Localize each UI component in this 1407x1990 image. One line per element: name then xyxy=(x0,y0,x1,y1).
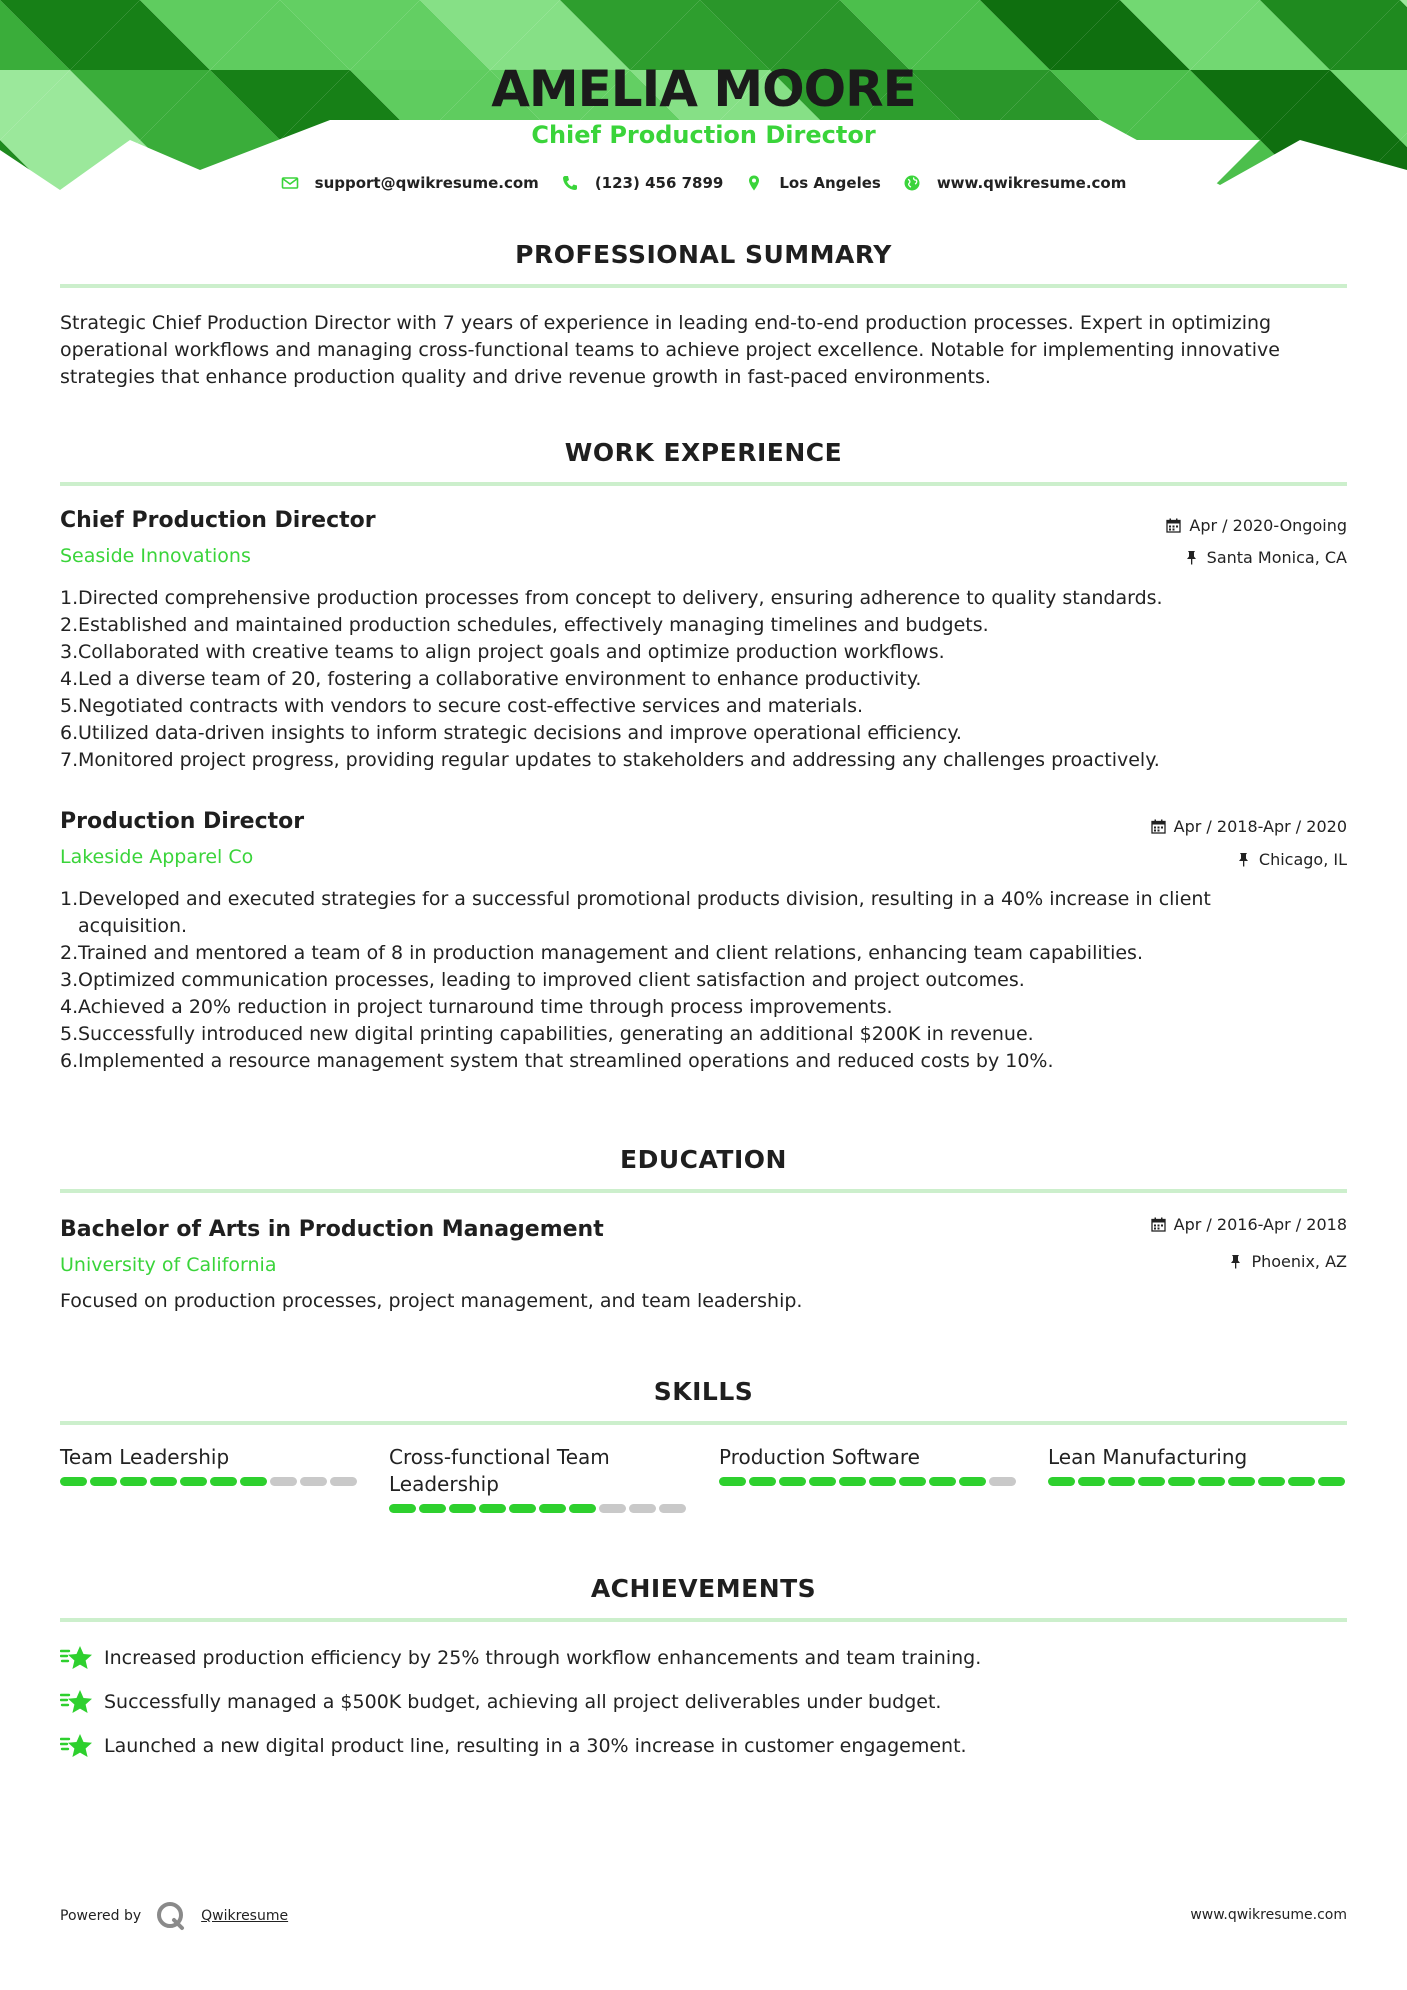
education-divider xyxy=(60,1189,1347,1193)
bullet-number: 2. xyxy=(60,614,79,636)
summary-line: strategies that enhance production quality and drive revenue growth in fast-paced environments. xyxy=(60,366,991,388)
contact-location-text: Los Angeles xyxy=(779,174,881,192)
skill-level-bar xyxy=(60,1477,360,1486)
star-icon xyxy=(60,1688,94,1716)
bullet-line: acquisition. xyxy=(78,915,188,937)
candidate-title: Chief Production Director xyxy=(531,121,876,149)
skill-dot-filled xyxy=(449,1504,476,1513)
contact-phone-text: (123) 456 7899 xyxy=(594,174,724,192)
education-description: Focused on production processes, project management, and team leadership. xyxy=(60,1290,803,1312)
bullet-text xyxy=(78,720,962,747)
job-bullet xyxy=(60,720,1347,747)
skill-dot-filled xyxy=(90,1477,117,1486)
bullet-text xyxy=(78,967,1025,994)
skill-dot-filled xyxy=(1108,1477,1135,1486)
bullet-line: Successfully introduced new digital printing capabilities, generating an additional $200K in revenue. xyxy=(78,1023,1034,1045)
job-title: Chief Production Director xyxy=(60,508,376,533)
job-bullet xyxy=(60,940,1347,967)
education-location xyxy=(1228,1252,1347,1271)
skill-dot-filled xyxy=(839,1477,866,1486)
education-school: University of California xyxy=(60,1254,277,1276)
bullet-text xyxy=(78,747,1160,774)
skill-dot-filled xyxy=(959,1477,986,1486)
bullet-number: 3. xyxy=(60,969,79,991)
bullet-number: 2. xyxy=(60,942,79,964)
bullet-text xyxy=(78,612,989,639)
job-date xyxy=(1151,817,1347,836)
bullet-text xyxy=(78,639,945,666)
skill-dot-empty xyxy=(629,1504,656,1513)
pushpin-icon xyxy=(1184,550,1199,565)
skill-dot-filled xyxy=(809,1477,836,1486)
job-location xyxy=(1184,548,1347,567)
bullet-text xyxy=(78,1021,1034,1048)
star-icon xyxy=(60,1644,94,1672)
bullet-number: 3. xyxy=(60,641,79,663)
skill-dot-filled xyxy=(569,1504,596,1513)
skill-dot-filled xyxy=(1198,1477,1225,1486)
bullet-line: Implemented a resource management system that streamlined operations and reduced costs by 10%. xyxy=(78,1050,1054,1072)
bullet-number: 4. xyxy=(60,996,79,1018)
footer-powered-label: Powered by xyxy=(60,1908,142,1924)
skill-dot-empty xyxy=(330,1477,357,1486)
job-bullet xyxy=(60,585,1347,612)
skill-dot-filled xyxy=(389,1504,416,1513)
experience-heading: WORK EXPERIENCE xyxy=(564,438,843,467)
skill-level-bar xyxy=(719,1477,1019,1486)
skill-dot-filled xyxy=(60,1477,87,1486)
job-bullet xyxy=(60,1021,1347,1048)
bullet-text xyxy=(78,585,1163,612)
skill-dot-empty xyxy=(659,1504,686,1513)
bullet-text xyxy=(78,693,863,720)
skill-dot-filled xyxy=(419,1504,446,1513)
bullet-number: 6. xyxy=(60,1050,79,1072)
education-date-text: Apr / 2016-Apr / 2018 xyxy=(1173,1215,1347,1234)
map-marker-icon xyxy=(745,174,763,192)
job-date xyxy=(1166,516,1347,535)
footer-powered xyxy=(60,1900,288,1932)
achievement-text: Increased production efficiency by 25% through workflow enhancements and team training. xyxy=(104,1647,982,1669)
achievement-item xyxy=(60,1644,1347,1672)
skill-name xyxy=(719,1444,1019,1471)
skill-dot-filled xyxy=(210,1477,237,1486)
candidate-name: AMELIA MOORE xyxy=(491,60,916,118)
pushpin-icon xyxy=(1236,852,1251,867)
job-bullet xyxy=(60,612,1347,639)
job-bullets xyxy=(60,886,1347,1075)
skill-dot-empty xyxy=(989,1477,1016,1486)
skill-dot-filled xyxy=(929,1477,956,1486)
contact-bar xyxy=(0,174,1407,192)
bullet-line: Monitored project progress, providing regular updates to stakeholders and addressing any challenges proactively. xyxy=(78,749,1160,771)
job-date-text: Apr / 2018-Apr / 2020 xyxy=(1173,817,1347,836)
skill-dot-filled xyxy=(779,1477,806,1486)
skill-name xyxy=(389,1444,689,1498)
achievement-text: Successfully managed a $500K budget, achieving all project deliverables under budget. xyxy=(104,1691,942,1713)
skill-dot-filled xyxy=(150,1477,177,1486)
bullet-text xyxy=(78,940,1143,967)
skill-name-line: Leadership xyxy=(389,1472,499,1496)
bullet-number: 7. xyxy=(60,749,79,771)
job-bullet xyxy=(60,1048,1347,1075)
summary-heading: PROFESSIONAL SUMMARY xyxy=(515,240,892,269)
bullet-line: Established and maintained production schedules, effectively managing timelines and budgets. xyxy=(78,614,989,636)
bullet-line: Negotiated contracts with vendors to secure cost-effective services and materials. xyxy=(78,695,864,717)
skill-item xyxy=(1048,1444,1348,1486)
skill-dot-empty xyxy=(270,1477,297,1486)
skill-dot-filled xyxy=(1138,1477,1165,1486)
skill-dot-filled xyxy=(539,1504,566,1513)
bullet-text xyxy=(78,666,921,693)
skill-name xyxy=(60,1444,360,1471)
job-date-text: Apr / 2020-Ongoing xyxy=(1189,516,1347,535)
bullet-number: 6. xyxy=(60,722,79,744)
job-bullet xyxy=(60,666,1347,693)
skill-dot-filled xyxy=(180,1477,207,1486)
skill-level-bar xyxy=(1048,1477,1348,1486)
calendar-icon xyxy=(1151,819,1166,834)
pushpin-icon xyxy=(1228,1254,1243,1269)
bullet-line: Led a diverse team of 20, fostering a collaborative environment to enhance productivity. xyxy=(78,668,922,690)
contact-location xyxy=(745,174,880,192)
bullet-number: 4. xyxy=(60,668,79,690)
job-bullet xyxy=(60,886,1347,940)
envelope-icon xyxy=(281,174,299,192)
summary-divider xyxy=(60,284,1347,288)
skill-dot-filled xyxy=(1288,1477,1315,1486)
skill-dot-filled xyxy=(1078,1477,1105,1486)
achievements-heading: ACHIEVEMENTS xyxy=(590,1574,817,1603)
experience-divider xyxy=(60,482,1347,486)
bullet-number: 5. xyxy=(60,1023,79,1045)
bullet-line: Collaborated with creative teams to align project goals and optimize production workflows. xyxy=(78,641,945,663)
job-bullet xyxy=(60,639,1347,666)
footer-brand-link[interactable]: Qwikresume xyxy=(201,1908,289,1924)
qwikresume-logo-icon xyxy=(155,1900,187,1932)
achievements-divider xyxy=(60,1618,1347,1622)
education-heading: EDUCATION xyxy=(620,1145,787,1174)
contact-phone[interactable] xyxy=(561,174,724,192)
education-date xyxy=(1151,1215,1347,1234)
bullet-number: 1. xyxy=(60,888,79,910)
summary-line: operational workflows and managing cross-functional teams to achieve project excellence. Notable for implementing innovative xyxy=(60,339,1280,361)
skill-dot-filled xyxy=(120,1477,147,1486)
skill-level-bar xyxy=(389,1504,689,1513)
skill-name-line: Lean Manufacturing xyxy=(1048,1445,1248,1469)
skill-name-line: Team Leadership xyxy=(60,1445,230,1469)
skill-dot-filled xyxy=(899,1477,926,1486)
globe-icon xyxy=(903,174,921,192)
bullet-number: 1. xyxy=(60,587,79,609)
skills-heading: SKILLS xyxy=(653,1377,754,1406)
bullet-text xyxy=(78,886,1211,940)
job-location xyxy=(1236,850,1347,869)
contact-website-text: www.qwikresume.com xyxy=(936,174,1127,192)
skill-dot-filled xyxy=(240,1477,267,1486)
skill-name-line: Cross-functional Team xyxy=(389,1445,610,1469)
bullet-text xyxy=(78,1048,1054,1075)
job-bullet xyxy=(60,693,1347,720)
skill-dot-filled xyxy=(1168,1477,1195,1486)
skill-dot-empty xyxy=(599,1504,626,1513)
skill-item xyxy=(719,1444,1019,1486)
job-location-text: Santa Monica, CA xyxy=(1206,548,1347,567)
bullet-line: Optimized communication processes, leading to improved client satisfaction and project outcomes. xyxy=(78,969,1025,991)
bullet-line: Trained and mentored a team of 8 in production management and client relations, enhancing team capabilities. xyxy=(78,942,1143,964)
education-location-text: Phoenix, AZ xyxy=(1251,1252,1347,1271)
achievement-item xyxy=(60,1688,1347,1716)
skill-name-line: Production Software xyxy=(719,1445,920,1469)
achievement-text: Launched a new digital product line, resulting in a 30% increase in customer engagement. xyxy=(104,1735,967,1757)
job-bullet xyxy=(60,994,1347,1021)
bullet-line: Directed comprehensive production processes from concept to delivery, ensuring adherence to quality standards. xyxy=(78,587,1163,609)
contact-website[interactable] xyxy=(903,174,1127,192)
skill-dot-filled xyxy=(479,1504,506,1513)
summary-text xyxy=(60,310,1347,391)
bullet-line: Utilized data-driven insights to inform strategic decisions and improve operational efficiency. xyxy=(78,722,962,744)
footer-website[interactable]: www.qwikresume.com xyxy=(1190,1907,1347,1923)
job-company: Lakeside Apparel Co xyxy=(60,846,254,868)
skill-dot-filled xyxy=(1318,1477,1345,1486)
contact-email-text: support@qwikresume.com xyxy=(314,174,539,192)
job-bullets xyxy=(60,585,1347,774)
achievement-item xyxy=(60,1732,1347,1760)
skill-dot-filled xyxy=(749,1477,776,1486)
skill-dot-filled xyxy=(1228,1477,1255,1486)
skill-item xyxy=(60,1444,360,1486)
skills-divider xyxy=(60,1421,1347,1425)
summary-line: Strategic Chief Production Director with 7 years of experience in leading end-to-end production processes. Expert in optimizing xyxy=(60,312,1272,334)
job-company: Seaside Innovations xyxy=(60,545,251,567)
skill-item xyxy=(389,1444,689,1513)
skill-dot-filled xyxy=(719,1477,746,1486)
bullet-text xyxy=(78,994,893,1021)
star-icon xyxy=(60,1732,94,1760)
job-title: Production Director xyxy=(60,809,305,834)
skill-dot-empty xyxy=(300,1477,327,1486)
bullet-line: Developed and executed strategies for a successful promotional products division, resulting in a 40% increase in client xyxy=(78,888,1211,910)
skill-dot-filled xyxy=(509,1504,536,1513)
bullet-line: Achieved a 20% reduction in project turnaround time through process improvements. xyxy=(78,996,893,1018)
phone-icon xyxy=(561,174,579,192)
contact-email[interactable] xyxy=(281,174,539,192)
job-location-text: Chicago, IL xyxy=(1258,850,1347,869)
job-bullet xyxy=(60,967,1347,994)
skill-dot-filled xyxy=(1258,1477,1285,1486)
job-bullet xyxy=(60,747,1347,774)
skill-name xyxy=(1048,1444,1348,1471)
calendar-icon xyxy=(1151,1217,1166,1232)
calendar-icon xyxy=(1166,518,1181,533)
bullet-number: 5. xyxy=(60,695,79,717)
skill-dot-filled xyxy=(869,1477,896,1486)
education-degree: Bachelor of Arts in Production Management xyxy=(60,1217,604,1242)
skill-dot-filled xyxy=(1048,1477,1075,1486)
